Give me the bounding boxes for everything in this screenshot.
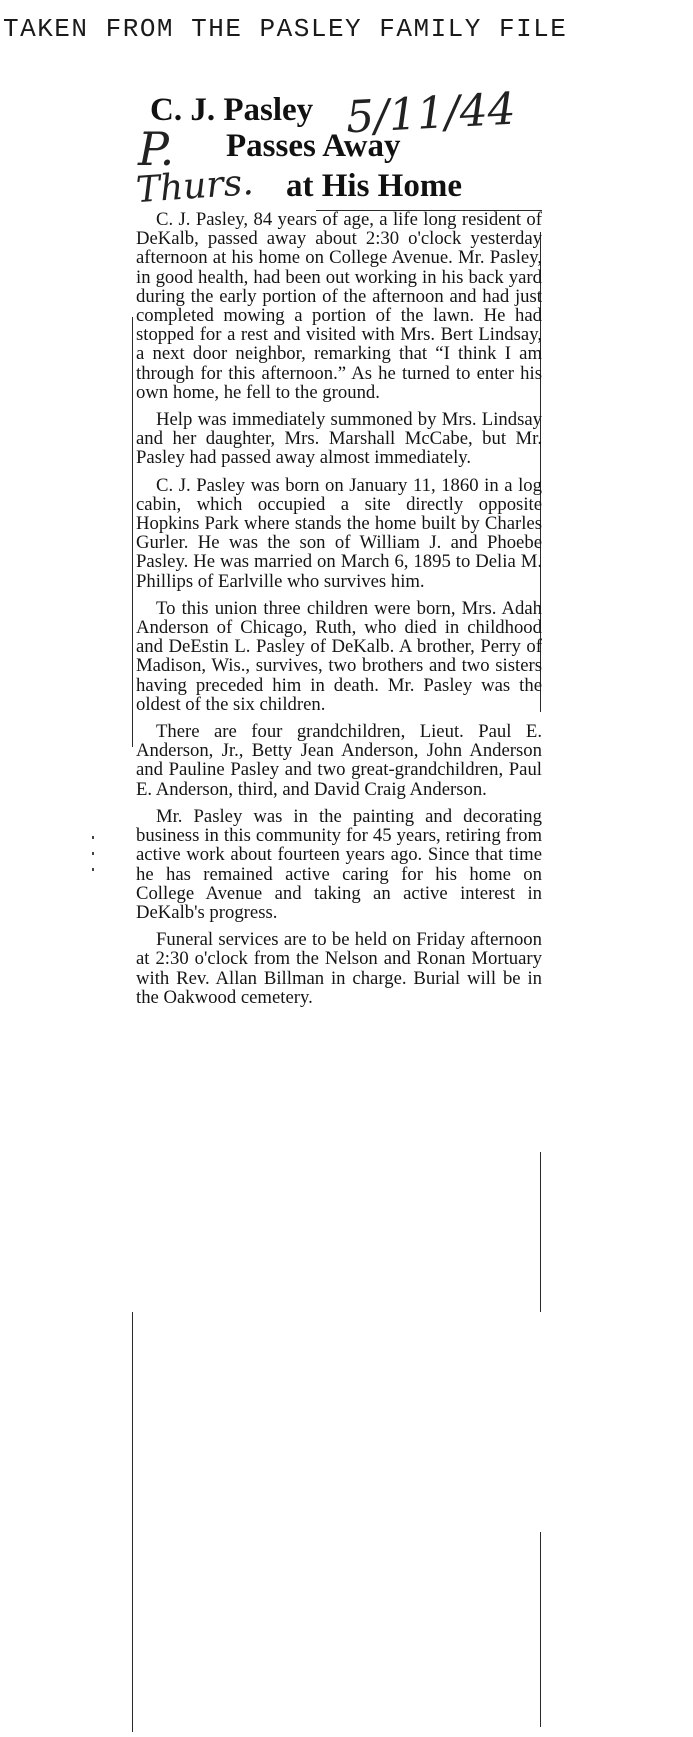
handwritten-day: Thurs.: [134, 161, 255, 212]
obituary-paragraph-help: Help was immediately summoned by Mrs. Lindsay and her daughter, Mrs. Marshall McCabe, but Mr. Pasley had passed away almost immediately.: [136, 409, 542, 469]
obituary-paragraph-birth: C. J. Pasley was born on January 11, 1860 in a log cabin, which occupied a site directly opposite Hopkins Park where stands the home built by Charles Gurler. He was the son of William J. and Phoebe Pasley. He was married on March 6, 1895 to Delia M. Phillips of Earlville who survives him.: [136, 474, 542, 592]
scan-speck: [92, 868, 94, 871]
scan-speck: [92, 852, 94, 855]
obituary-paragraph-career: Mr. Pasley was in the painting and decorating business in this community for 45 years, retiring from active work about fourteen years ago. Since that time he has remained active caring for his home on College Avenue and taking an active interest in DeKalb's progress.: [136, 805, 542, 923]
column-rule-right-lower: [540, 1532, 541, 1727]
column-rule-left: [132, 317, 133, 747]
obituary-paragraph-grandchildren: There are four grandchildren, Lieut. Paul E. Anderson, Jr., Betty Jean Anderson, John Anderson and Pauline Pasley and two great-grandchildren, Paul E. Anderson, third, and David Craig Anderson.: [136, 721, 542, 800]
handwritten-date: 5/11/44: [344, 83, 517, 144]
headline-line-1: C. J. Pasley: [150, 92, 314, 128]
obituary-paragraph-children: To this union three children were born, Mrs. Adah Anderson of Chicago, Ruth, who died in childhood and DeEstin L. Pasley of DeKalb. A brother, Perry of Madison, Wis., survives, two brothers and two sisters having preceded him in death. Mr. Pasley was the oldest of the six children.: [136, 597, 542, 715]
column-rule-right-middle: [540, 1152, 541, 1312]
newspaper-clipping: [134, 83, 542, 1732]
obituary-body: [136, 210, 542, 1015]
headline-line-2: Passes Away: [226, 128, 401, 164]
headline-line-3: at His Home: [286, 168, 462, 204]
column-rule-left-lower: [132, 1312, 133, 1732]
obituary-paragraph-funeral: Funeral services are to be held on Friday afternoon at 2:30 o'clock from the Nelson and Ronan Mortuary with Rev. Allan Billman in charge. Burial will be in the Oakwood cemetery.: [136, 929, 542, 1008]
handwritten-initial: P.: [138, 122, 175, 176]
family-file-header: TAKEN FROM THE PASLEY FAMILY FILE: [3, 14, 568, 44]
scan-speck: [92, 836, 94, 839]
obituary-paragraph-death: C. J. Pasley, 84 years of age, a life long resident of DeKalb, passed away about 2:30 o'clock yesterday afternoon at his home on College Avenue. Mr. Pasley, in good health, had been out working in his back yard during the early portion of the afternoon and had just completed mowing a portion of the lawn. He had stopped for a rest and visited with Mrs. Bert Lindsay, a next door neighbor, remarking that “I think I am through for this afternoon.” As he turned to enter his own home, he fell to the ground.: [136, 209, 542, 403]
